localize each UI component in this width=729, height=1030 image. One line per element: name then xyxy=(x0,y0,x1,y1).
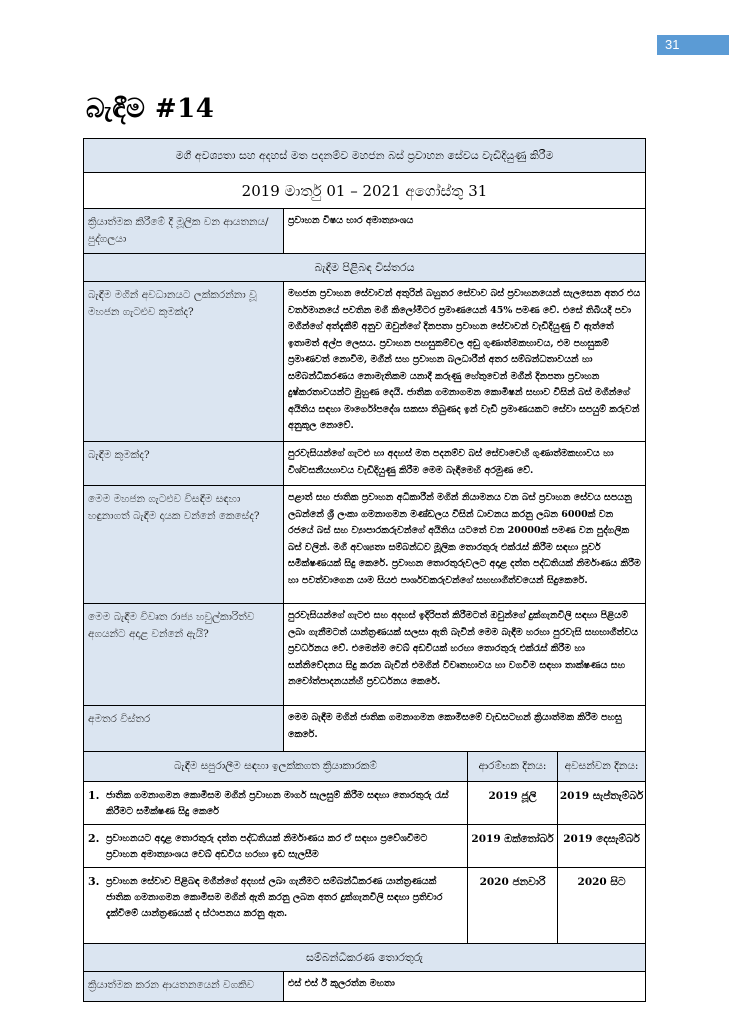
commitment-title: මගී අවශ්‍යතා සහ අදහස් මත පදනම්ව මහජන බස් ප්‍රවාහන සේවය වැඩිදියුණු කිරීම xyxy=(84,139,646,173)
commitment-label: බැඳීම කුමක්ද? xyxy=(84,442,284,486)
page-number: 31 xyxy=(657,35,729,55)
date-range: 2019 මාර්තු 01 – 2021 අගෝස්තු 31 xyxy=(84,173,646,209)
activity-start: 2020 ජනවාරි xyxy=(468,868,558,944)
activity-number: 3. xyxy=(88,875,100,888)
contribution-label: මෙම මහජන ගැටළුව විසඳීම සඳහා හඳුනාගත් බැඳීම දායක වන්නේ කෙසේද? xyxy=(84,486,284,604)
activity-start: 2019 ඔක්තෝබර් xyxy=(468,825,558,868)
additional-info-label: අමතර විස්තර xyxy=(84,706,284,752)
end-date-header: අවසන්වන දිනය: xyxy=(558,752,646,782)
activity-number: 1. xyxy=(88,789,100,802)
activity-end: 2020 සිට xyxy=(558,868,646,944)
ogp-values-value: පුරවැසියන්ගේ ගැටළු සහ අදහස් ඉදිරිපත් කිරීමටත් ඔවුන්ගේ දුක්ගැනවිලි සඳහා පිළියම් ලබා ගැනීමටත් යාන්ත්‍රණයක් සලසා ඇති බැවින් මෙම බැඳීම හරහා පුරවැසි සහභාගීත්වය ප්‍රවර්ධනය වේ. එමෙන්ම වෙබ් අඩවියක් හරහා තොරතුරු එක්රැස් කිරීම හා සන්නිවේදනය සිදු කරන බැවින් එමගින් විවෘතභාවය හා වගවීම සඳහා තාක්ෂණය සහ නවෝත්පාදනයන්හි ප්‍රවර්ධනය කෙරේ. xyxy=(284,604,646,706)
contact-label: ක්‍රියාත්මක කරන ආයතනයෙන් වගකිව xyxy=(84,972,284,1002)
activity-header: බැඳීම සපුරාලීම සඳහා ඉලක්කගත ක්‍රියාකාරකම් xyxy=(84,752,468,782)
additional-info-value: මෙම බැඳීම මගින් ජාතික ගමනාගමන කොමිසමේ වැඩසටහන් ක්‍රියාත්මක කිරීම පහසු කෙරේ. xyxy=(284,706,646,752)
activity-row xyxy=(84,782,468,825)
activity-row xyxy=(84,868,468,944)
commitment-heading: බැඳීම #14 xyxy=(86,94,215,124)
commitment-table xyxy=(83,138,646,1002)
problem-label: බැඳීම මගින් අවධානයට ලක්කරන්නා වූ මහජන ගැටළුව කුමක්ද? xyxy=(84,282,284,442)
start-date-header: ආරම්භක දිනය: xyxy=(468,752,558,782)
description-header: බැඳීම පිළිබඳ විස්තරය xyxy=(84,254,646,282)
activity-row xyxy=(84,825,468,868)
contact-value: එස් එස් ඊ කුලරත්න මහතා xyxy=(284,972,646,1002)
activity-text: ප්‍රවාහනයට අදාළ තොරතුරු දත්ත පද්ධතියක් නිර්මාණය කර ඒ සඳහා ප්‍රවේශවීමට ප්‍රවාහන අමාත්‍යාංශය වෙබ් අඩවිය හරහා ඉඩ සැලසීම xyxy=(106,833,428,860)
contact-header: සම්බන්ධීකරණ තොරතුරු xyxy=(84,944,646,972)
activity-end: 2019 සැප්තැම්බර් xyxy=(558,782,646,825)
ogp-values-label: මෙම බැඳීම විවෘත රාජ්‍ය හවුල්කාරිත්ව අගයන්ට අදාළ වන්නේ ඇයි? xyxy=(84,604,284,706)
activity-end: 2019 දෙසැම්බර් xyxy=(558,825,646,868)
activity-number: 2. xyxy=(88,832,100,845)
lead-agency-label: ක්‍රියාත්මක කිරීමේ දී මූලික වන ආයතනය/ පුද්ගලයා xyxy=(84,209,284,254)
commitment-value: පුරවැසියන්ගේ ගැටළු හා අදහස් මත පදනම්ව බස් සේවාවෙහි ගුණාත්මකභාවය හා විශ්වසනීයභාවය වැඩිදියුණු කිරීම මෙම බැඳීමෙහි අරමුණ වේ. xyxy=(284,442,646,486)
activity-start: 2019 ජූලි xyxy=(468,782,558,825)
problem-value: මහජන ප්‍රවාහන සේවාවන් අතුරින් බහුතර සේවාව බස් ප්‍රවාහනයෙන් සැලසෙන අතර එය වර්තමානයේ පවතින මගී කිලෝමීටර ප්‍රමාණයෙන් 45% පමණ වේ. එසේ තිබියදී පවා මගීන්ගේ අත්දැකීම් අනුව ඔවුන්ගේ දිනපතා ප්‍රවාහන සේවාවන් වැඩිදියුණු වී ඇත්තේ ඉතාමත් අල්ප ලෙසය. ප්‍රවාහන පහසුකම්වල අඩු ගුණාත්මකභාවය, එම පහසුකම් ප්‍රමාණවත් නොවීම, මගීන් සහ ප්‍රවාහන බලධාරීන් අතර සම්බන්ධතාවයන් හා සම්බන්ධීකරණය නොමැතිකම යනාදී කරුණු හේතුවෙන් මගීන් දිනපතා ප්‍රවාහන දුෂ්කරතාවයන්ට මුහුණ දෙයි. ජාතික ගමනාගමන කොමිෂන් සභාව විසින් බස් මගීන්ගේ අයිතිය සඳහා මාර්ගෝපදේශ සකසා තිබුණද ඉන් වැඩි ප්‍රමාණයකට සේවා සපයුම් කරුවන් අනුකූල නොවේ. xyxy=(284,282,646,442)
contribution-value: පළාත් සහ ජාතික ප්‍රවාහන අධිකාරීන් මගින් නියාමනය වන බස් ප්‍රවාහන සේවය සපයනු ලබන්නේ ශ්‍රී ලංකා ගමනාගමන මණ්ඩලය විසින් ධාවනය කරනු ලබන 6000ක් වන රජයේ බස් සහ ව්‍යාපාරකරුවන්ගේ අයිතිය යටතේ වන 20000ක් පමණ වන පුද්ගලික බස් වලින්. මගී අවශ්‍යතා සම්බන්ධව මූලික තොරතුරු එක්රැස් කිරීම සඳහා පූර්ව සමීක්ෂණයක් සිදු කෙරේ. ප්‍රවාහන තොරතුරුවලට අදාළ දත්ත පද්ධතියක් නිර්මාණය කිරීම හා පවත්වාගෙන යාම සියළු පාර්ශවකරුවන්ගේ සහභාගීත්වයෙන් සිදුකෙරේ. xyxy=(284,486,646,604)
lead-agency-value: ප්‍රවාහන විෂය භාර අමාත්‍යාංශය xyxy=(284,209,646,254)
activity-text: ජාතික ගමනාගමන කොමිසම මගින් ප්‍රවාහන මාර්ග සැලසුම් කිරීම සඳහා තොරතුරු රැස් කිරීමට සමීක්ෂණ සිදු කෙරේ xyxy=(106,790,449,817)
activity-text: ප්‍රවාහන සේවාව පිළිබඳ මගීන්ගේ අදහස් ලබා ගැනීමට සම්බන්ධීකරණ යාන්ත්‍රණයක් ජාතික ගමනාගමන කොමිසම මගින් ඇති කරනු ලබන අතර දුක්ගැනවිලි සඳහා ප්‍රතිචාර දැක්වීමේ යාන්ත්‍රණයක් ද ස්ථාපනය කරනු ඇත. xyxy=(106,876,443,919)
